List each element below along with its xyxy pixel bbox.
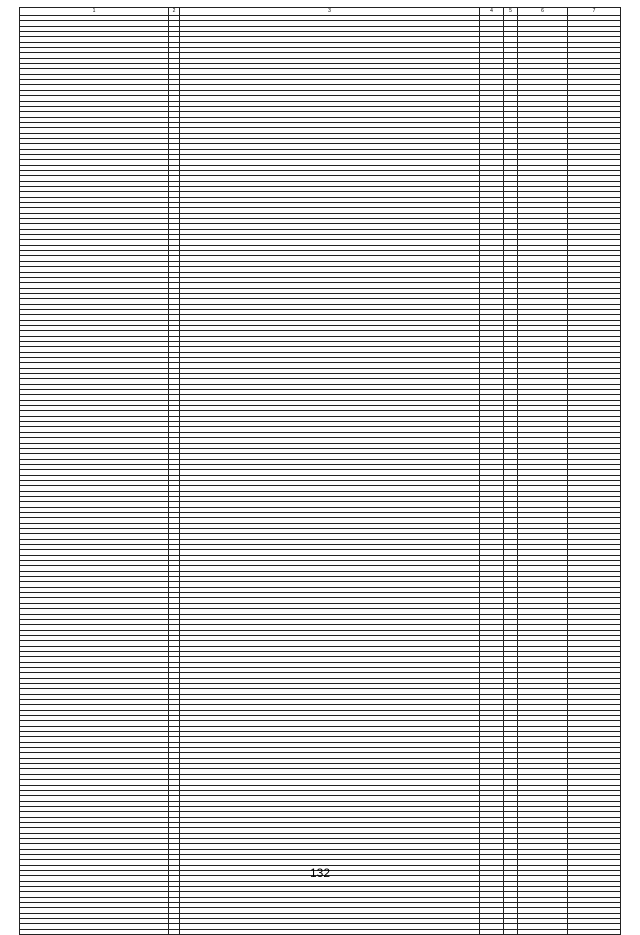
table-cell: [480, 929, 504, 934]
table-header-row: [20, 8, 621, 16]
table-body: [20, 16, 621, 935]
table-cell: [180, 929, 480, 934]
table-row: [20, 929, 621, 934]
table-cell: [568, 929, 621, 934]
column-header: 1: [20, 8, 169, 16]
works-table: [19, 7, 621, 935]
page-number: 132: [309, 866, 331, 880]
column-header: 4: [480, 8, 504, 16]
table-cell: [20, 929, 169, 934]
table-cell: [518, 929, 568, 934]
column-header: 5: [504, 8, 518, 16]
column-header: 6: [518, 8, 568, 16]
column-header: 3: [180, 8, 480, 16]
column-header: 2: [169, 8, 180, 16]
table-cell: [504, 929, 518, 934]
table-cell: [169, 929, 180, 934]
column-header: 7: [568, 8, 621, 16]
